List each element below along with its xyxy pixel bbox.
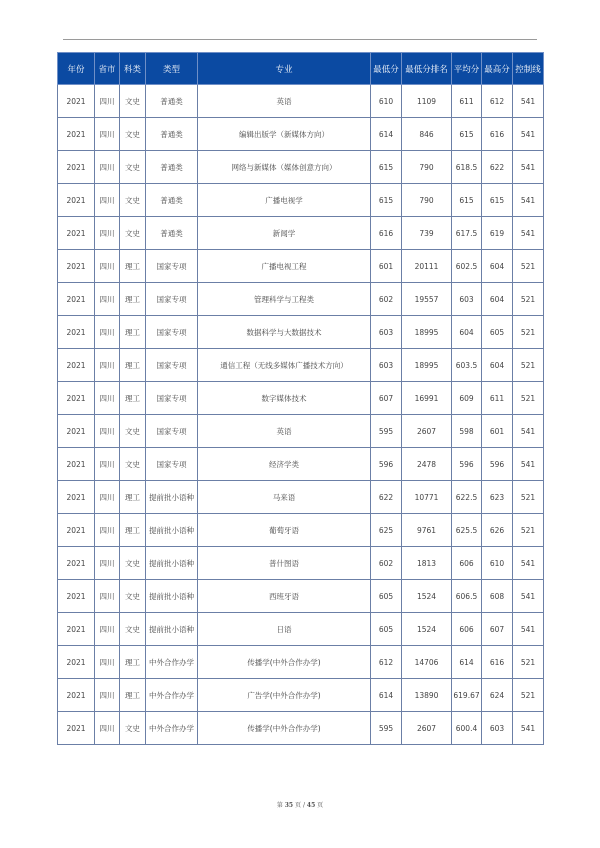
cell-province: 四川 <box>95 184 120 217</box>
cell-max-score: 616 <box>482 646 513 679</box>
table-row <box>58 283 544 316</box>
cell-subject-category: 文史 <box>120 184 146 217</box>
cell-admission-type: 普通类 <box>146 85 198 118</box>
cell-year: 2021 <box>58 382 95 415</box>
cell-min-score-rank: 790 <box>402 151 452 184</box>
cell-max-score: 605 <box>482 316 513 349</box>
cell-admission-type: 提前批小语种 <box>146 613 198 646</box>
cell-subject-category: 理工 <box>120 382 146 415</box>
cell-province: 四川 <box>95 712 120 745</box>
cell-major: 网络与新媒体（媒体创意方向） <box>198 151 371 184</box>
cell-year: 2021 <box>58 250 95 283</box>
table-row <box>58 184 544 217</box>
cell-major: 新闻学 <box>198 217 371 250</box>
cell-subject-category: 理工 <box>120 349 146 382</box>
cell-max-score: 604 <box>482 250 513 283</box>
cell-control-line: 541 <box>513 184 544 217</box>
cell-max-score: 596 <box>482 448 513 481</box>
cell-admission-type: 提前批小语种 <box>146 580 198 613</box>
footer-middle: 页 / <box>295 802 305 809</box>
cell-max-score: 610 <box>482 547 513 580</box>
cell-avg-score: 606 <box>452 613 482 646</box>
cell-avg-score: 602.5 <box>452 250 482 283</box>
table-row <box>58 613 544 646</box>
cell-major: 经济学类 <box>198 448 371 481</box>
cell-subject-category: 理工 <box>120 646 146 679</box>
cell-subject-category: 理工 <box>120 514 146 547</box>
cell-max-score: 626 <box>482 514 513 547</box>
cell-min-score-rank: 14706 <box>402 646 452 679</box>
cell-major: 传播学(中外合作办学) <box>198 712 371 745</box>
cell-min-score: 605 <box>371 613 402 646</box>
cell-min-score: 605 <box>371 580 402 613</box>
cell-year: 2021 <box>58 349 95 382</box>
header-rule <box>63 39 537 40</box>
cell-min-score: 616 <box>371 217 402 250</box>
cell-major: 通信工程（无线多媒体广播技术方向） <box>198 349 371 382</box>
cell-min-score-rank: 790 <box>402 184 452 217</box>
table-row <box>58 316 544 349</box>
cell-control-line: 541 <box>513 85 544 118</box>
column-header-province: 省市 <box>95 53 120 85</box>
cell-subject-category: 理工 <box>120 316 146 349</box>
cell-min-score-rank: 19557 <box>402 283 452 316</box>
table-row <box>58 481 544 514</box>
cell-major: 广播电视学 <box>198 184 371 217</box>
cell-max-score: 604 <box>482 283 513 316</box>
cell-min-score: 615 <box>371 184 402 217</box>
cell-avg-score: 598 <box>452 415 482 448</box>
cell-control-line: 541 <box>513 547 544 580</box>
cell-max-score: 622 <box>482 151 513 184</box>
cell-admission-type: 中外合作办学 <box>146 646 198 679</box>
cell-major: 英语 <box>198 85 371 118</box>
cell-min-score-rank: 10771 <box>402 481 452 514</box>
cell-control-line: 521 <box>513 646 544 679</box>
table-row <box>58 646 544 679</box>
cell-major: 英语 <box>198 415 371 448</box>
cell-province: 四川 <box>95 415 120 448</box>
cell-year: 2021 <box>58 316 95 349</box>
cell-avg-score: 603.5 <box>452 349 482 382</box>
cell-min-score: 614 <box>371 118 402 151</box>
cell-avg-score: 606.5 <box>452 580 482 613</box>
cell-min-score: 603 <box>371 316 402 349</box>
cell-subject-category: 文史 <box>120 118 146 151</box>
cell-control-line: 541 <box>513 151 544 184</box>
cell-min-score-rank: 1813 <box>402 547 452 580</box>
cell-year: 2021 <box>58 646 95 679</box>
cell-avg-score: 611 <box>452 85 482 118</box>
cell-min-score-rank: 13890 <box>402 679 452 712</box>
cell-province: 四川 <box>95 250 120 283</box>
cell-min-score-rank: 1109 <box>402 85 452 118</box>
cell-avg-score: 625.5 <box>452 514 482 547</box>
cell-min-score: 603 <box>371 349 402 382</box>
cell-province: 四川 <box>95 151 120 184</box>
cell-year: 2021 <box>58 580 95 613</box>
cell-year: 2021 <box>58 481 95 514</box>
cell-year: 2021 <box>58 712 95 745</box>
column-header-subject-category: 科类 <box>120 53 146 85</box>
column-header-max-score: 最高分 <box>482 53 513 85</box>
cell-min-score: 622 <box>371 481 402 514</box>
cell-min-score: 610 <box>371 85 402 118</box>
footer-suffix: 页 <box>317 802 324 809</box>
cell-major: 葡萄牙语 <box>198 514 371 547</box>
cell-control-line: 521 <box>513 250 544 283</box>
cell-min-score: 596 <box>371 448 402 481</box>
cell-min-score-rank: 1524 <box>402 580 452 613</box>
cell-subject-category: 文史 <box>120 448 146 481</box>
cell-province: 四川 <box>95 481 120 514</box>
admission-scores-table <box>57 52 544 745</box>
cell-major: 数字媒体技术 <box>198 382 371 415</box>
cell-admission-type: 提前批小语种 <box>146 514 198 547</box>
cell-province: 四川 <box>95 613 120 646</box>
cell-admission-type: 中外合作办学 <box>146 679 198 712</box>
table-row <box>58 382 544 415</box>
cell-province: 四川 <box>95 85 120 118</box>
cell-province: 四川 <box>95 283 120 316</box>
cell-avg-score: 596 <box>452 448 482 481</box>
cell-admission-type: 提前批小语种 <box>146 481 198 514</box>
cell-max-score: 619 <box>482 217 513 250</box>
cell-year: 2021 <box>58 85 95 118</box>
cell-min-score-rank: 2478 <box>402 448 452 481</box>
cell-major: 日语 <box>198 613 371 646</box>
cell-year: 2021 <box>58 184 95 217</box>
cell-min-score: 607 <box>371 382 402 415</box>
cell-control-line: 541 <box>513 712 544 745</box>
cell-admission-type: 国家专项 <box>146 382 198 415</box>
cell-min-score: 602 <box>371 547 402 580</box>
table-row <box>58 415 544 448</box>
cell-admission-type: 中外合作办学 <box>146 712 198 745</box>
total-pages-number: 45 <box>306 802 316 809</box>
cell-min-score-rank: 18995 <box>402 349 452 382</box>
cell-admission-type: 普通类 <box>146 184 198 217</box>
cell-min-score: 625 <box>371 514 402 547</box>
cell-control-line: 541 <box>513 613 544 646</box>
cell-control-line: 521 <box>513 481 544 514</box>
table-row <box>58 448 544 481</box>
cell-subject-category: 理工 <box>120 679 146 712</box>
cell-subject-category: 文史 <box>120 547 146 580</box>
cell-avg-score: 622.5 <box>452 481 482 514</box>
column-header-avg-score: 平均分 <box>452 53 482 85</box>
cell-admission-type: 国家专项 <box>146 250 198 283</box>
cell-avg-score: 600.4 <box>452 712 482 745</box>
cell-subject-category: 文史 <box>120 712 146 745</box>
cell-min-score-rank: 20111 <box>402 250 452 283</box>
cell-subject-category: 理工 <box>120 283 146 316</box>
cell-max-score: 603 <box>482 712 513 745</box>
cell-max-score: 616 <box>482 118 513 151</box>
cell-province: 四川 <box>95 382 120 415</box>
cell-max-score: 615 <box>482 184 513 217</box>
cell-admission-type: 普通类 <box>146 217 198 250</box>
cell-year: 2021 <box>58 415 95 448</box>
table-row <box>58 580 544 613</box>
cell-control-line: 521 <box>513 316 544 349</box>
cell-major: 马来语 <box>198 481 371 514</box>
cell-avg-score: 618.5 <box>452 151 482 184</box>
cell-control-line: 541 <box>513 118 544 151</box>
cell-avg-score: 606 <box>452 547 482 580</box>
cell-subject-category: 文史 <box>120 613 146 646</box>
cell-year: 2021 <box>58 679 95 712</box>
cell-subject-category: 文史 <box>120 580 146 613</box>
cell-max-score: 608 <box>482 580 513 613</box>
cell-year: 2021 <box>58 283 95 316</box>
cell-max-score: 607 <box>482 613 513 646</box>
cell-year: 2021 <box>58 118 95 151</box>
cell-min-score-rank: 16991 <box>402 382 452 415</box>
table-row <box>58 151 544 184</box>
cell-min-score: 612 <box>371 646 402 679</box>
cell-province: 四川 <box>95 679 120 712</box>
table-row <box>58 349 544 382</box>
table-row <box>58 85 544 118</box>
cell-year: 2021 <box>58 151 95 184</box>
cell-max-score: 612 <box>482 85 513 118</box>
cell-admission-type: 国家专项 <box>146 448 198 481</box>
table-body <box>58 85 544 745</box>
cell-min-score: 595 <box>371 415 402 448</box>
cell-admission-type: 国家专项 <box>146 316 198 349</box>
cell-max-score: 611 <box>482 382 513 415</box>
table-header-row <box>58 53 544 85</box>
cell-admission-type: 提前批小语种 <box>146 547 198 580</box>
column-header-min-score-rank: 最低分排名 <box>402 53 452 85</box>
cell-major: 普什图语 <box>198 547 371 580</box>
cell-year: 2021 <box>58 514 95 547</box>
cell-province: 四川 <box>95 118 120 151</box>
cell-avg-score: 619.67 <box>452 679 482 712</box>
cell-min-score: 615 <box>371 151 402 184</box>
cell-major: 管理科学与工程类 <box>198 283 371 316</box>
table-row <box>58 712 544 745</box>
cell-admission-type: 国家专项 <box>146 349 198 382</box>
cell-province: 四川 <box>95 547 120 580</box>
cell-admission-type: 国家专项 <box>146 415 198 448</box>
cell-control-line: 541 <box>513 217 544 250</box>
cell-avg-score: 603 <box>452 283 482 316</box>
cell-min-score-rank: 2607 <box>402 712 452 745</box>
cell-avg-score: 604 <box>452 316 482 349</box>
cell-subject-category: 文史 <box>120 217 146 250</box>
cell-control-line: 541 <box>513 415 544 448</box>
cell-min-score-rank: 2607 <box>402 415 452 448</box>
cell-avg-score: 615 <box>452 184 482 217</box>
cell-avg-score: 609 <box>452 382 482 415</box>
cell-province: 四川 <box>95 514 120 547</box>
table-row <box>58 250 544 283</box>
cell-major: 广播电视工程 <box>198 250 371 283</box>
cell-control-line: 521 <box>513 514 544 547</box>
cell-province: 四川 <box>95 646 120 679</box>
table-row <box>58 217 544 250</box>
cell-control-line: 521 <box>513 349 544 382</box>
cell-admission-type: 普通类 <box>146 118 198 151</box>
cell-year: 2021 <box>58 613 95 646</box>
table-row <box>58 118 544 151</box>
column-header-major: 专业 <box>198 53 371 85</box>
cell-min-score: 614 <box>371 679 402 712</box>
cell-control-line: 541 <box>513 448 544 481</box>
column-header-control-line: 控制线 <box>513 53 544 85</box>
cell-major: 编辑出版学（新媒体方向） <box>198 118 371 151</box>
cell-year: 2021 <box>58 547 95 580</box>
cell-control-line: 521 <box>513 283 544 316</box>
cell-min-score-rank: 18995 <box>402 316 452 349</box>
cell-min-score-rank: 739 <box>402 217 452 250</box>
cell-avg-score: 617.5 <box>452 217 482 250</box>
cell-max-score: 601 <box>482 415 513 448</box>
cell-avg-score: 614 <box>452 646 482 679</box>
page-footer <box>0 800 600 809</box>
current-page-number: 35 <box>284 802 294 809</box>
cell-subject-category: 文史 <box>120 85 146 118</box>
cell-major: 数据科学与大数据技术 <box>198 316 371 349</box>
column-header-year: 年份 <box>58 53 95 85</box>
cell-avg-score: 615 <box>452 118 482 151</box>
cell-year: 2021 <box>58 217 95 250</box>
cell-subject-category: 理工 <box>120 250 146 283</box>
cell-max-score: 604 <box>482 349 513 382</box>
table-row <box>58 547 544 580</box>
cell-control-line: 541 <box>513 580 544 613</box>
cell-province: 四川 <box>95 217 120 250</box>
cell-subject-category: 文史 <box>120 151 146 184</box>
cell-province: 四川 <box>95 349 120 382</box>
cell-year: 2021 <box>58 448 95 481</box>
cell-province: 四川 <box>95 580 120 613</box>
cell-admission-type: 国家专项 <box>146 283 198 316</box>
cell-subject-category: 理工 <box>120 481 146 514</box>
footer-prefix: 第 <box>276 802 283 809</box>
cell-subject-category: 文史 <box>120 415 146 448</box>
cell-min-score-rank: 846 <box>402 118 452 151</box>
cell-min-score: 595 <box>371 712 402 745</box>
cell-min-score-rank: 9761 <box>402 514 452 547</box>
cell-max-score: 624 <box>482 679 513 712</box>
cell-control-line: 521 <box>513 382 544 415</box>
column-header-min-score: 最低分 <box>371 53 402 85</box>
cell-control-line: 521 <box>513 679 544 712</box>
cell-province: 四川 <box>95 448 120 481</box>
cell-admission-type: 普通类 <box>146 151 198 184</box>
cell-min-score: 602 <box>371 283 402 316</box>
cell-major: 传播学(中外合作办学) <box>198 646 371 679</box>
cell-min-score-rank: 1524 <box>402 613 452 646</box>
cell-major: 广告学(中外合作办学) <box>198 679 371 712</box>
cell-min-score: 601 <box>371 250 402 283</box>
cell-province: 四川 <box>95 316 120 349</box>
table-row <box>58 679 544 712</box>
column-header-admission-type: 类型 <box>146 53 198 85</box>
cell-major: 西班牙语 <box>198 580 371 613</box>
cell-max-score: 623 <box>482 481 513 514</box>
table-row <box>58 514 544 547</box>
